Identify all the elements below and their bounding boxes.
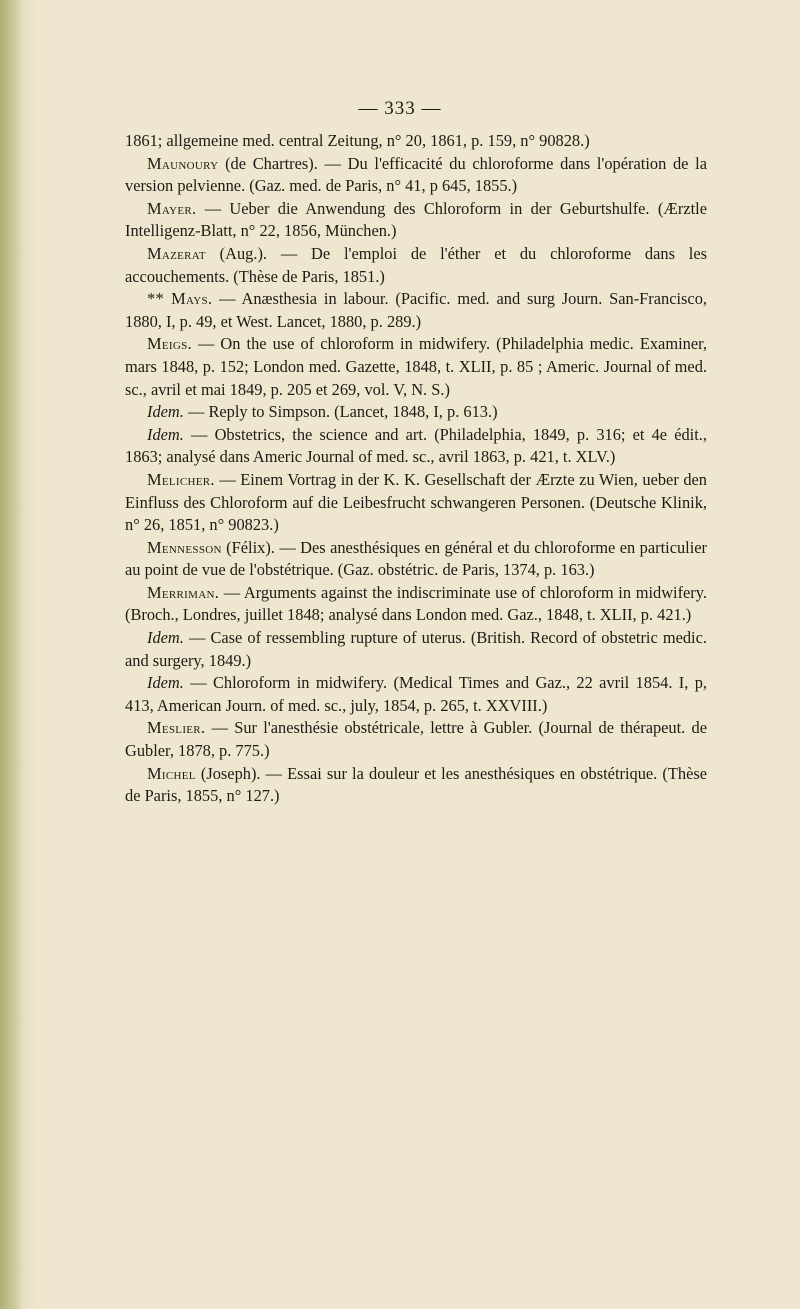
bibliography-entry [125,288,707,333]
entry-idem: Idem. [147,673,184,693]
bibliography-entry [125,763,707,808]
entry-text: (Félix). — Des anesthésiques en général et du chloroforme en particulier au point de vue de l'obstétrique. (Gaz. obstétric. de Paris, 1374, p. 163.) [125,537,707,580]
bibliography-list [125,130,707,808]
bibliography-entry [125,672,707,717]
entry-idem: Idem. [147,424,184,444]
bibliography-entry [125,537,707,582]
entry-author: Meigs. [147,334,192,354]
entry-text: — Reply to Simpson. (Lancet, 1848, I, p. 613.) [183,402,498,422]
page-gutter [0,0,22,1309]
entry-idem: Idem. [147,628,184,648]
entry-author: Maunoury [147,153,219,173]
bibliography-entry [125,627,707,672]
entry-author: ** Mays. [147,289,213,309]
entry-text: — Obstetrics, the science and art. (Philadelphia, 1849, p. 316; et 4e édit., 1863; analysé dans Americ Journal of med. sc., avril 1863, p. 421, t. XLV.) [125,424,707,467]
bibliography-entry [125,717,707,762]
entry-text: (Aug.). — De l'emploi de l'éther et du chloroforme dans les accouchements. (Thèse de Paris, 1851.) [125,243,707,286]
entry-text: (de Chartres). — Du l'efficacité du chloroforme dans l'opération de la version pelvienne. (Gaz. med. de Paris, n° 41, p 645, 1855.) [125,153,707,196]
bibliography-entry [125,198,707,243]
bibliography-entry [125,130,707,153]
entry-idem: Idem. [147,402,184,422]
entry-text: — Einem Vortrag in der K. K. Gesellschaft der Ærzte zu Wien, ueber den Einfluss des Chloroform auf die Leibesfrucht schwangeren Personen. (Deutsche Klinik, n° 26, 1851, n° 90823.) [125,469,707,535]
bibliography-entry [125,333,707,401]
entry-text: — Arguments against the indiscriminate use of chloroform in midwifery. (Broch., Londres, juillet 1848; analysé dans London med. Gaz., 1848, t. XLII, p. 421.) [125,582,707,625]
entry-author: Merriman. [147,582,220,602]
entry-text: — Sur l'anesthésie obstétricale, lettre à Gubler. (Journal de thérapeut. de Gubler, 1878, p. 775.) [125,718,707,761]
entry-text: 1861; allgemeine med. central Zeitung, n° 20, 1861, p. 159, n° 90828.) [125,131,590,150]
bibliography-entry [125,469,707,537]
bibliography-entry [125,401,707,424]
entry-author: Michel [147,763,196,783]
bibliography-entry [125,243,707,288]
entry-text: — On the use of chloroform in midwifery. (Philadelphia medic. Examiner, mars 1848, p. 152; London med. Gazette, 1848, t. XLII, p. 85 ; Americ. Journal of med. sc., avril et mai 1849, p. 205 et 269, vol. V, N. S.) [125,334,707,399]
entry-text: — Case of ressembling rupture of uterus. (British. Record of obstetric medic. and surgery, 1849.) [125,628,707,670]
bibliography-entry [125,153,707,198]
bibliography-entry [125,424,707,469]
entry-text: (Joseph). — Essai sur la douleur et les anesthésiques en obstétrique. (Thèse de Paris, 1855, n° 127.) [125,763,707,806]
entry-author: Mazerat [147,243,206,263]
entry-author: Melicher. [147,469,215,489]
entry-author: Mayer. [147,198,197,218]
entry-author: Mennesson [147,537,222,557]
page-number: — 333 — [358,98,442,119]
entry-text: — Chloroform in midwifery. (Medical Times and Gaz., 22 avril 1854. I, p, 413, American Journ. of med. sc., july, 1854, p. 265, t. XXVIII.) [125,673,707,715]
entry-text: — Ueber die Anwendung des Chloroform in der Geburtshulfe. (Ærztle Intelligenz-Blatt, n° 22, 1856, München.) [125,198,707,241]
entry-text: — Anæsthesia in labour. (Pacific. med. and surg Journ. San-Francisco, 1880, I, p. 49, et West. Lancet, 1880, p. 289.) [125,289,707,331]
entry-author: Meslier. [147,718,206,738]
bibliography-entry [125,582,707,627]
